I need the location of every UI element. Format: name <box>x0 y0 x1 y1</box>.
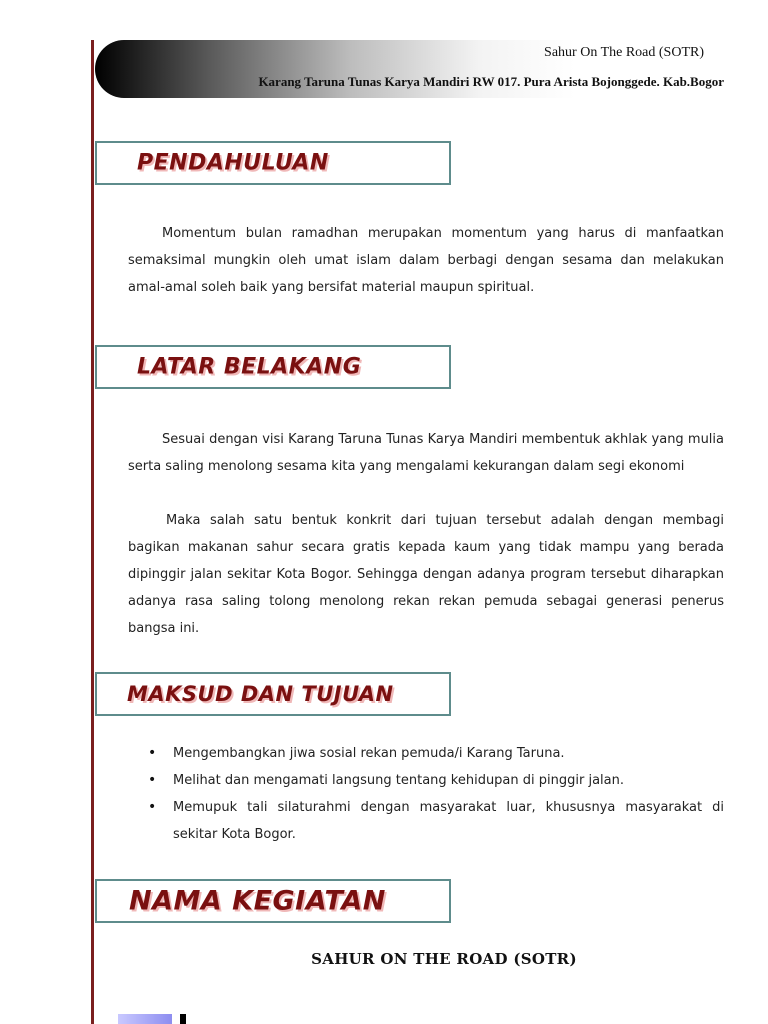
section-box-pendahuluan <box>95 141 451 185</box>
paragraph-latar-belakang-2: Maka salah satu bentuk konkrit dari tujuan tersebut adalah dengan membagi bagikan makanan sahur secara gratis kepada kaum yang tidak mampu yang berada dipinggir jalan sekitar Kota Bogor. Sehingga dengan adanya program tersebut diharapkan adanya rasa saling tolong menolong rekan rekan pemuda sebagai generasi penerus bangsa ini. <box>128 513 724 636</box>
paragraph-pendahuluan: Momentum bulan ramadhan merupakan momentum yang harus di manfaatkan semaksimal mungkin oleh umat islam dalam berbagi dengan sesama dan melakukan amal-amal soleh baik yang bersifat material maupun spiritual. <box>128 226 724 295</box>
list-item: • Melihat dan mengamati langsung tentang kehidupan di pinggir jalan. <box>128 767 724 794</box>
header-title: Sahur On The Road (SOTR) <box>544 45 704 60</box>
section-box-nama-kegiatan <box>95 879 451 923</box>
list-item: • Memupuk tali silaturahmi dengan masyarakat luar, khususnya masyarakat di sekitar Kota Bogor. <box>128 794 724 848</box>
activity-name: SAHUR ON THE ROAD (SOTR) <box>311 950 577 968</box>
footer-decoration <box>118 1014 172 1024</box>
section-heading-latar-belakang: LATAR BELAKANG <box>137 354 362 380</box>
section-heading-maksud-tujuan: MAKSUD DAN TUJUAN <box>127 682 394 706</box>
objectives-list <box>128 740 724 848</box>
section-heading-pendahuluan: PENDAHULUAN <box>137 150 329 176</box>
footer-bar <box>180 1014 186 1024</box>
page-margin-line <box>91 40 94 1024</box>
paragraph-latar-belakang-1: Sesuai dengan visi Karang Taruna Tunas Karya Mandiri membentuk akhlak yang mulia serta saling menolong sesama kita yang mengalami kekurangan dalam segi ekonomi <box>128 432 724 474</box>
section-heading-nama-kegiatan: NAMA KEGIATAN <box>129 885 386 917</box>
list-item: • Mengembangkan jiwa sosial rekan pemuda/i Karang Taruna. <box>128 740 724 767</box>
section-box-latar-belakang <box>95 345 451 389</box>
section-box-maksud-tujuan <box>95 672 451 716</box>
header-organization: Karang Taruna Tunas Karya Mandiri RW 017. Pura Arista Bojonggede. Kab.Bogor <box>258 74 724 89</box>
